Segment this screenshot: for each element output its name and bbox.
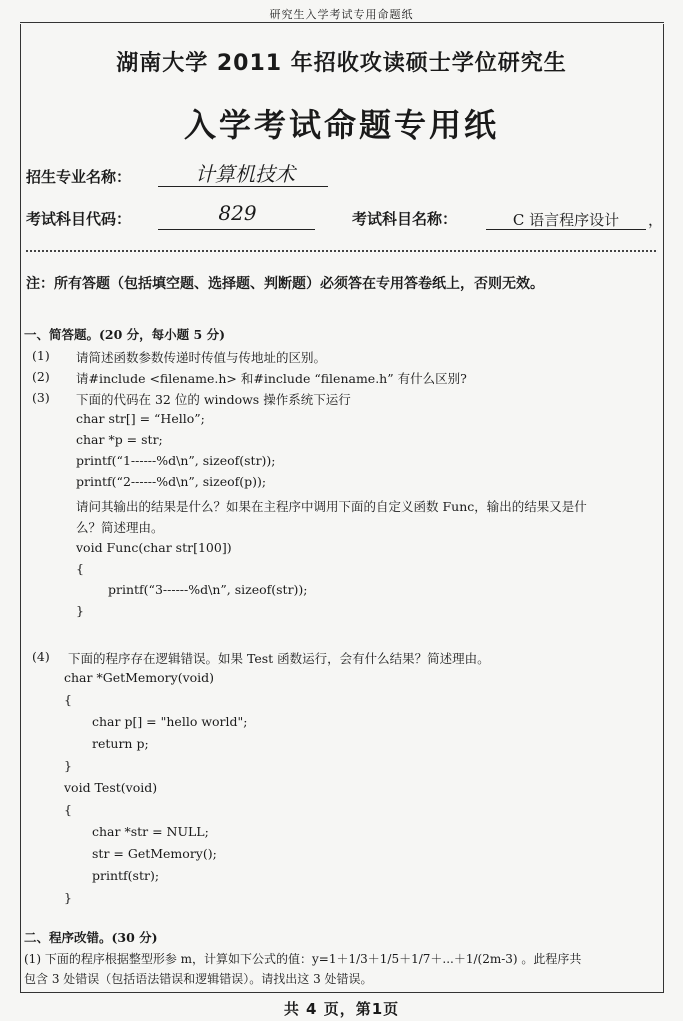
q3-func-line: printf(“3------%d\n”, sizeof(str)); — [108, 582, 308, 597]
q3-code-line: char *p = str; — [76, 432, 163, 447]
q3-func-line: { — [76, 561, 84, 576]
notice: 注：所有答题（包括填空题、选择题、判断题）必须答在专用答卷纸上，否则无效。 — [26, 276, 544, 292]
q4-code-line: char p[] = "hello world"; — [92, 714, 248, 729]
q4-code-line: } — [64, 890, 72, 905]
code-underline — [158, 229, 315, 230]
q2-text: 请#include <filename.h> 和#include “filename.h” 有什么区别? — [76, 371, 467, 386]
section2-heading: 二、程序改错。(30 分) — [24, 930, 158, 945]
section2-line2: 包含 3 处错误（包括语法错误和逻辑错误）。请找出这 3 处错误。 — [24, 972, 373, 986]
q3-question-line1: 请问其输出的结果是什么？如果在主程序中调用下面的自定义函数 Func，输出的结果又是什 — [76, 499, 587, 514]
q3-func-line: void Func(char str[100]) — [76, 540, 232, 555]
major-underline — [158, 186, 328, 187]
q4-number: (4) — [32, 649, 50, 664]
q1-number: (1) — [32, 348, 50, 363]
section2-line1: (1) 下面的程序根据整型形参 m，计算如下公式的值：y=1＋1/3＋1/5＋1/7＋...＋1/(2m-3) 。此程序共 — [24, 952, 582, 966]
q4-code-line: } — [64, 758, 72, 773]
subject-value: C 语言程序设计 — [512, 211, 620, 229]
q4-code-line: str = GetMemory(); — [92, 846, 217, 861]
q3-code-line: char str[] = “Hello”; — [76, 411, 205, 426]
q3-code-line: printf(“2------%d\n”, sizeof(p)); — [76, 474, 267, 489]
q4-code-line: return p; — [92, 736, 149, 751]
main-title: 入学考试命题专用纸 — [183, 106, 499, 144]
q4-code-line: { — [64, 802, 72, 817]
q2-number: (2) — [32, 369, 50, 384]
header-rule — [20, 22, 664, 23]
subject-label: 考试科目名称： — [352, 210, 458, 228]
q4-code-line: void Test(void) — [64, 780, 158, 795]
q3-text: 下面的代码在 32 位的 windows 操作系统下运行 — [76, 392, 351, 407]
separator-dotted — [26, 250, 656, 252]
q4-code-line: { — [64, 692, 72, 707]
q4-text: 下面的程序存在逻辑错误。如果 Test 函数运行，会有什么结果？简述理由。 — [68, 651, 490, 666]
university-title: 湖南大学 2011 年招收攻读硕士学位研究生 — [116, 51, 567, 76]
q4-code-line: char *str = NULL; — [92, 824, 209, 839]
q3-question-line2: 么？简述理由。 — [76, 520, 164, 535]
q4-code-line: char *GetMemory(void) — [64, 670, 215, 685]
q1-text: 请简述函数参数传递时传值与传地址的区别。 — [76, 350, 327, 365]
subject-trail: ， — [648, 211, 664, 229]
running-header: 研究生入学考试专用命题纸 — [269, 8, 414, 21]
major-label: 招生专业名称： — [26, 168, 132, 186]
subject-underline — [486, 229, 646, 230]
q3-code-line: printf(“1------%d\n”, sizeof(str)); — [76, 453, 276, 468]
major-value: 计算机技术 — [195, 162, 295, 186]
q3-func-line: } — [76, 603, 84, 618]
code-value: 829 — [218, 201, 257, 225]
section1-heading: 一、简答题。(20 分，每小题 5 分) — [24, 327, 225, 342]
page-footer: 共 4 页，第1页 — [283, 1000, 400, 1018]
q3-number: (3) — [32, 390, 50, 405]
code-label: 考试科目代码： — [26, 210, 132, 228]
q4-code-line: printf(str); — [92, 868, 160, 883]
